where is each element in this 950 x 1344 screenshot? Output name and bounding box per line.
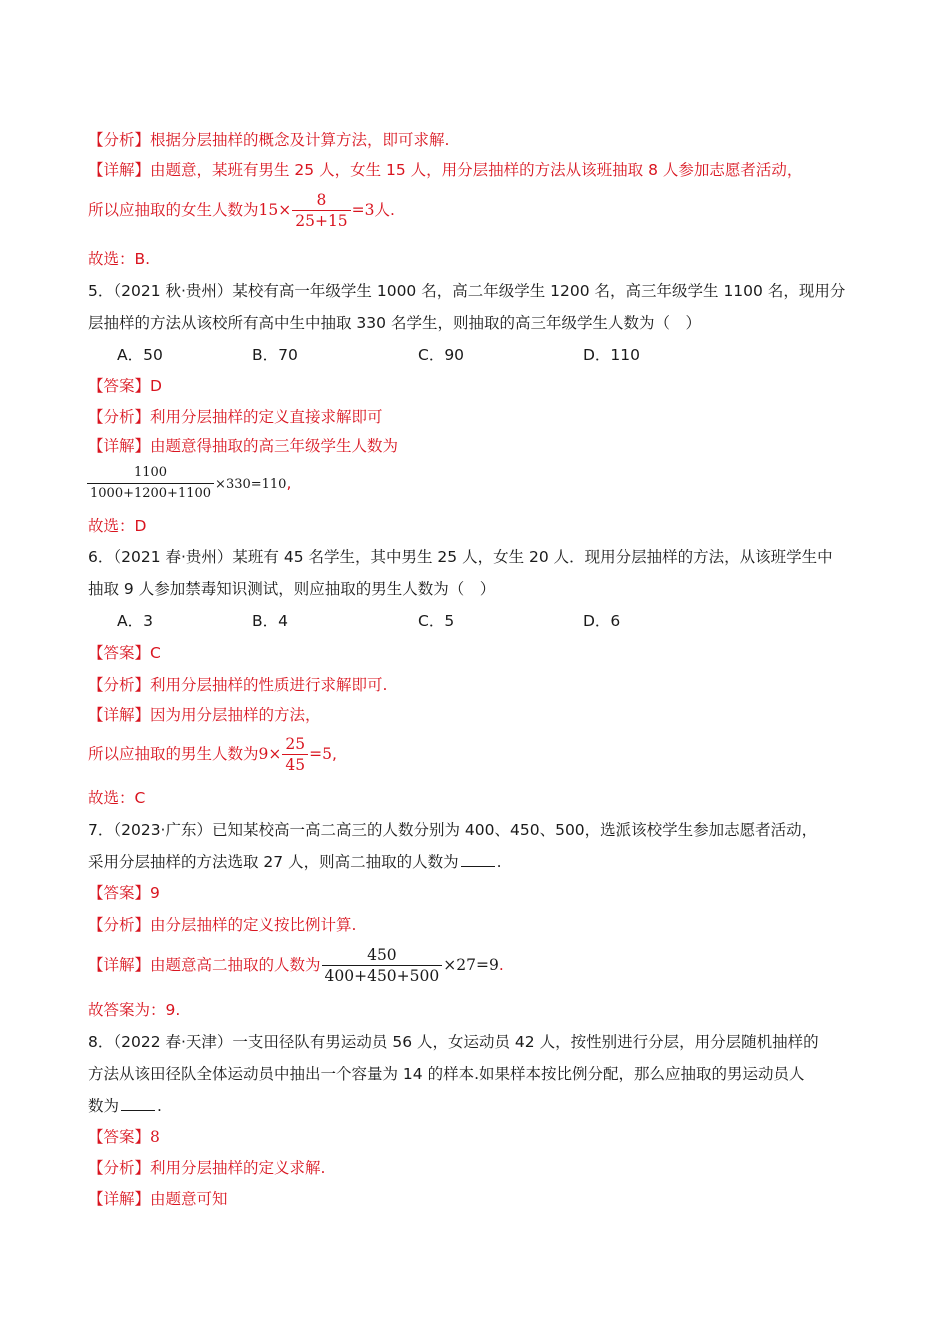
q6-frac-den: 45 [282,754,308,775]
q6-calc-suffix: , [331,745,337,763]
q5-option-a: A．50 [117,346,163,364]
q6-analysis: 【分析】利用分层抽样的性质进行求解即可. [88,676,388,694]
q6-option-c: C．5 [418,612,455,630]
q5-choice: 故选：D [88,517,147,535]
q7-final: 故答案为：9. [88,1001,181,1019]
q4-calc-suffix: 人. [374,201,395,219]
q5-stem-line2: 层抽样的方法从该校所有高中生中抽取 330 名学生，则抽取的高三年级学生人数为（ ） [88,314,701,332]
q4-calc-right: =3 [351,201,375,219]
q6-option-a: A．3 [117,612,153,630]
q7-calc-right: ×27=9 [443,956,499,974]
q5-fraction [87,463,214,504]
q8-stem-end: . [157,1097,162,1115]
q5-calculation [86,463,291,504]
q6-fraction [282,734,308,775]
q4-detail: 【详解】由题意，某班有男生 25 人，女生 15 人，用分层抽样的方法从该班抽取 8 人参加志愿者活动， [88,161,803,179]
q6-calc-right: =5 [309,745,332,763]
q7-frac-num: 450 [367,946,397,964]
q4-fraction [292,190,350,231]
q8-stem-line1: 8．（2022 春·天津）一支田径队有男运动员 56 人，女运动员 42 人，按性别进行分层，用分层随机抽样的 [88,1033,819,1051]
q6-option-d: D．6 [583,612,621,630]
q4-calc-left: 15× [258,201,292,219]
q5-answer: 【答案】D [88,377,162,395]
q4-calculation [88,190,395,231]
q7-stem-line2 [88,850,502,874]
q7-fraction [322,945,443,986]
q7-frac-den: 400+450+500 [322,965,443,986]
q6-answer: 【答案】C [88,644,161,662]
q5-option-b: B．70 [252,346,298,364]
q8-analysis: 【分析】利用分层抽样的定义求解. [88,1159,326,1177]
q7-answer: 【答案】9 [88,884,160,902]
q6-stem-line2: 抽取 9 人参加禁毒知识测试，则应抽取的男生人数为（ ） [88,580,496,598]
q8-answer [88,1125,160,1149]
q7-answer-blank [461,852,495,867]
q5-calc-suffix: , [286,474,292,492]
q8-stem-text: 数为 [88,1097,120,1115]
q7-detail [88,945,504,986]
q6-option-b: B．4 [252,612,288,630]
q6-choice: 故选：C [88,789,146,807]
q7-analysis: 【分析】由分层抽样的定义按比例计算. [88,916,357,934]
q5-detail: 【详解】由题意得抽取的高三年级学生人数为 [88,437,399,455]
q6-calc-left: 9× [258,745,282,763]
q7-stem-end: . [496,853,502,871]
q4-frac-den: 25+15 [292,210,350,231]
q5-option-c: C．90 [418,346,465,364]
q7-stem-text: 采用分层抽样的方法选取 27 人，则高二抽取的人数为 [88,853,459,871]
q5-stem-line1: 5．（2021 秋·贵州）某校有高一年级学生 1000 名，高二年级学生 1200 名，高三年级学生 1100 名，现用分 [88,282,846,300]
q7-stem-line1: 7．（2023·广东）已知某校高一高二高三的人数分别为 400、450、500，选派该校学生参加志愿者活动， [88,821,818,839]
q5-option-d: D．110 [583,346,641,364]
q7-detail-prefix: 【详解】由题意高二抽取的人数为 [88,956,321,974]
q4-frac-num: 8 [316,191,327,209]
q8-detail: 【详解】由题意可知 [88,1190,228,1208]
q8-answer-blank [121,1096,155,1111]
q4-analysis: 【分析】根据分层抽样的概念及计算方法，即可求解. [88,131,450,149]
q8-stem-line2: 方法从该田径队全体运动员中抽出一个容量为 14 的样本.如果样本按比例分配，那么应抽取的男运动员人 [88,1065,805,1083]
q6-stem-line1: 6．（2021 春·贵州）某班有 45 名学生，其中男生 25 人，女生 20 人．现用分层抽样的方法，从该班学生中 [88,548,833,566]
q6-frac-num: 25 [285,735,306,753]
q5-frac-num: 1100 [133,465,168,480]
q8-stem-line3 [88,1094,162,1118]
q8-answer-value: 8 [150,1128,160,1146]
q4-choice: 故选：B. [88,250,151,268]
q7-calc-suffix: . [498,956,504,974]
q6-calc-prefix: 所以应抽取的男生人数为 [88,745,259,763]
q5-frac-den: 1000+1200+1100 [87,483,214,504]
q4-calc-prefix: 所以应抽取的女生人数为 [88,201,259,219]
q8-answer-label: 【答案】 [88,1128,151,1146]
q6-calculation [88,734,337,775]
q6-detail: 【详解】因为用分层抽样的方法， [88,706,321,724]
q5-analysis: 【分析】利用分层抽样的定义直接求解即可 [88,408,383,426]
q5-calc-right: ×330=110 [215,477,287,492]
